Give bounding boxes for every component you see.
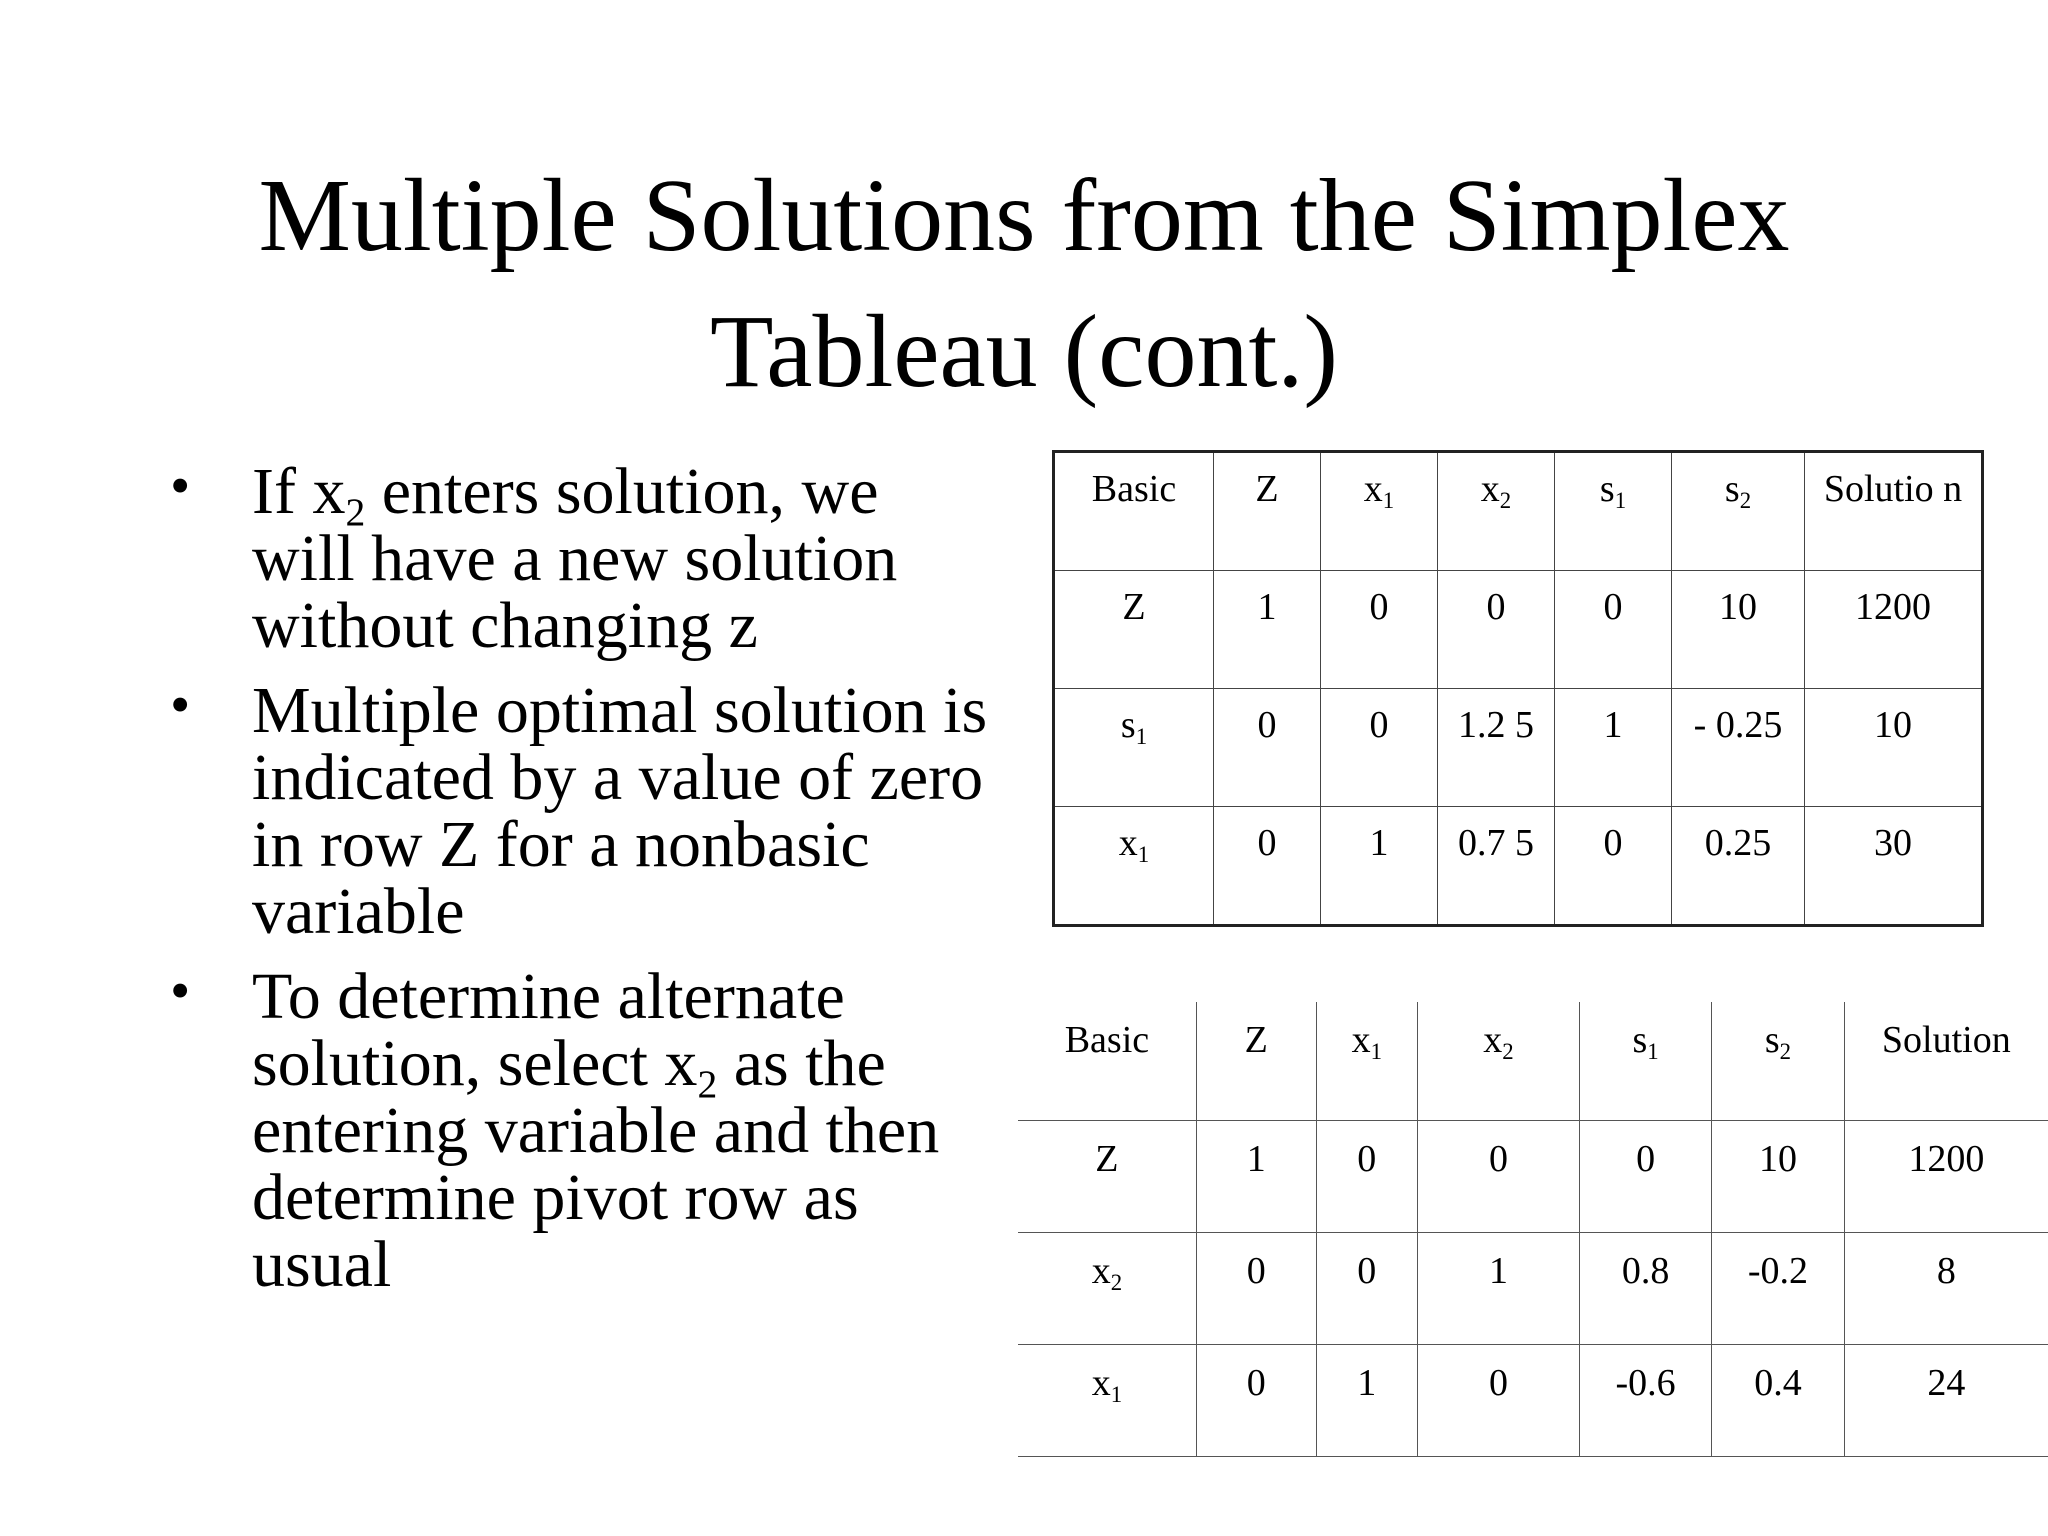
bullet-text: To determine alternate solution, select x bbox=[252, 960, 845, 1100]
table-cell: -0.6 bbox=[1579, 1345, 1711, 1457]
simplex-tableau-1 bbox=[1052, 450, 1984, 927]
table-cell: 1 bbox=[1214, 571, 1321, 689]
row-label bbox=[1018, 1345, 1196, 1457]
cell-text: x bbox=[1091, 1250, 1111, 1292]
table-cell: 1200 bbox=[1805, 571, 1983, 689]
cell-text: Z bbox=[1255, 468, 1279, 510]
table-cell: 0 bbox=[1316, 1121, 1417, 1233]
table-cell: 1.2 5 bbox=[1438, 689, 1555, 807]
column-header bbox=[1316, 1002, 1417, 1121]
table-cell: 1 bbox=[1321, 807, 1438, 926]
column-header bbox=[1579, 1002, 1711, 1121]
table-cell: 0.7 5 bbox=[1438, 807, 1555, 926]
row-label bbox=[1018, 1121, 1196, 1233]
table-row bbox=[1018, 1121, 2048, 1233]
column-header bbox=[1555, 452, 1672, 571]
cell-text: Z bbox=[1122, 586, 1146, 628]
bullet-text: as the entering variable and then determine pivot row as usual bbox=[252, 1027, 940, 1301]
table-cell: 0.4 bbox=[1712, 1345, 1844, 1457]
table-cell: 10 bbox=[1712, 1121, 1844, 1233]
subscript: 2 bbox=[1502, 1038, 1514, 1064]
cell-text: Z bbox=[1244, 1019, 1268, 1061]
simplex-tableau-2 bbox=[1018, 1002, 2048, 1457]
cell-text: x bbox=[1363, 468, 1383, 510]
table-cell: 0 bbox=[1196, 1233, 1316, 1345]
cell-text: Basic bbox=[1064, 1019, 1150, 1061]
subscript: 1 bbox=[1135, 723, 1148, 749]
column-header bbox=[1805, 452, 1983, 571]
bullet-text: Multiple optimal solution is indicated by a value of zero in row Z for a nonbasic variable bbox=[252, 674, 988, 948]
column-header bbox=[1438, 452, 1555, 571]
table-row bbox=[1054, 689, 1983, 807]
subscript: 2 bbox=[697, 1061, 718, 1106]
table-cell: -0.2 bbox=[1712, 1233, 1844, 1345]
title-line-2: Tableau (cont.) bbox=[710, 294, 1338, 409]
subscript: 2 bbox=[1110, 1269, 1123, 1295]
column-header bbox=[1214, 452, 1321, 571]
table-row bbox=[1018, 1345, 2048, 1457]
subscript: 1 bbox=[1614, 487, 1627, 513]
row-label bbox=[1054, 689, 1214, 807]
bullet-item bbox=[168, 674, 988, 948]
table-cell: 0 bbox=[1214, 689, 1321, 807]
row-label bbox=[1054, 571, 1214, 689]
subscript: 1 bbox=[1110, 1381, 1123, 1407]
row-label bbox=[1054, 807, 1214, 926]
table-cell: 0 bbox=[1316, 1233, 1417, 1345]
subscript: 1 bbox=[1370, 1038, 1382, 1064]
column-header bbox=[1418, 1002, 1580, 1121]
header-row bbox=[1054, 452, 1983, 571]
column-header bbox=[1321, 452, 1438, 571]
table-cell: 24 bbox=[1844, 1345, 2048, 1457]
cell-text: Z bbox=[1095, 1138, 1119, 1180]
table-cell: 1 bbox=[1555, 689, 1672, 807]
column-header bbox=[1844, 1002, 2048, 1121]
column-header bbox=[1712, 1002, 1844, 1121]
bullet-item bbox=[168, 455, 988, 662]
subscript: 1 bbox=[1382, 487, 1395, 513]
title-line-1: Multiple Solutions from the Simplex bbox=[258, 158, 1790, 273]
table-cell: 0 bbox=[1418, 1345, 1580, 1457]
subscript: 1 bbox=[1137, 841, 1150, 867]
cell-text: s bbox=[1764, 1019, 1780, 1061]
table-cell: 1 bbox=[1316, 1345, 1417, 1457]
table-cell: 10 bbox=[1805, 689, 1983, 807]
table-cell: - 0.25 bbox=[1672, 689, 1805, 807]
table-cell: 0 bbox=[1214, 807, 1321, 926]
column-header bbox=[1196, 1002, 1316, 1121]
cell-text: s bbox=[1724, 468, 1740, 510]
bullet-list bbox=[168, 455, 988, 1316]
table-cell: 0 bbox=[1321, 571, 1438, 689]
cell-text: Basic bbox=[1091, 468, 1177, 510]
cell-text: x bbox=[1480, 468, 1500, 510]
subscript: 2 bbox=[1739, 487, 1752, 513]
cell-text: Solutio n bbox=[1823, 468, 1963, 510]
subscript: 2 bbox=[1499, 487, 1512, 513]
table-cell: 1200 bbox=[1844, 1121, 2048, 1233]
subscript: 1 bbox=[1647, 1038, 1659, 1064]
cell-text: s bbox=[1120, 704, 1136, 746]
table-cell: 10 bbox=[1672, 571, 1805, 689]
row-label bbox=[1018, 1233, 1196, 1345]
table-cell: 1 bbox=[1196, 1121, 1316, 1233]
cell-text: Solution bbox=[1881, 1019, 2011, 1061]
table-cell: 0.8 bbox=[1579, 1233, 1711, 1345]
table-cell: 0 bbox=[1321, 689, 1438, 807]
column-header bbox=[1054, 452, 1214, 571]
table-cell: 0.25 bbox=[1672, 807, 1805, 926]
table-cell: 0 bbox=[1579, 1121, 1711, 1233]
table-cell: 0 bbox=[1196, 1345, 1316, 1457]
cell-text: x bbox=[1091, 1362, 1111, 1404]
bullet-item bbox=[168, 960, 988, 1301]
table-cell: 0 bbox=[1555, 807, 1672, 926]
cell-text: x bbox=[1483, 1019, 1503, 1061]
column-header bbox=[1672, 452, 1805, 571]
table-cell: 30 bbox=[1805, 807, 1983, 926]
cell-text: x bbox=[1351, 1019, 1371, 1061]
slide-title bbox=[0, 148, 2048, 420]
table-cell: 8 bbox=[1844, 1233, 2048, 1345]
subscript: 2 bbox=[1779, 1038, 1792, 1064]
cell-text: s bbox=[1632, 1019, 1648, 1061]
table-cell: 0 bbox=[1438, 571, 1555, 689]
bullet-text: If x bbox=[252, 455, 346, 528]
table-row bbox=[1054, 807, 1983, 926]
table-row bbox=[1018, 1233, 2048, 1345]
cell-text: s bbox=[1599, 468, 1615, 510]
table-cell: 0 bbox=[1555, 571, 1672, 689]
cell-text: x bbox=[1118, 822, 1138, 864]
table-row bbox=[1054, 571, 1983, 689]
subscript: 2 bbox=[345, 489, 366, 534]
table-cell: 1 bbox=[1418, 1233, 1580, 1345]
header-row bbox=[1018, 1002, 2048, 1121]
table-cell: 0 bbox=[1418, 1121, 1580, 1233]
column-header bbox=[1018, 1002, 1196, 1121]
bullet-text: enters solution, we will have a new solution without changing z bbox=[252, 455, 898, 662]
